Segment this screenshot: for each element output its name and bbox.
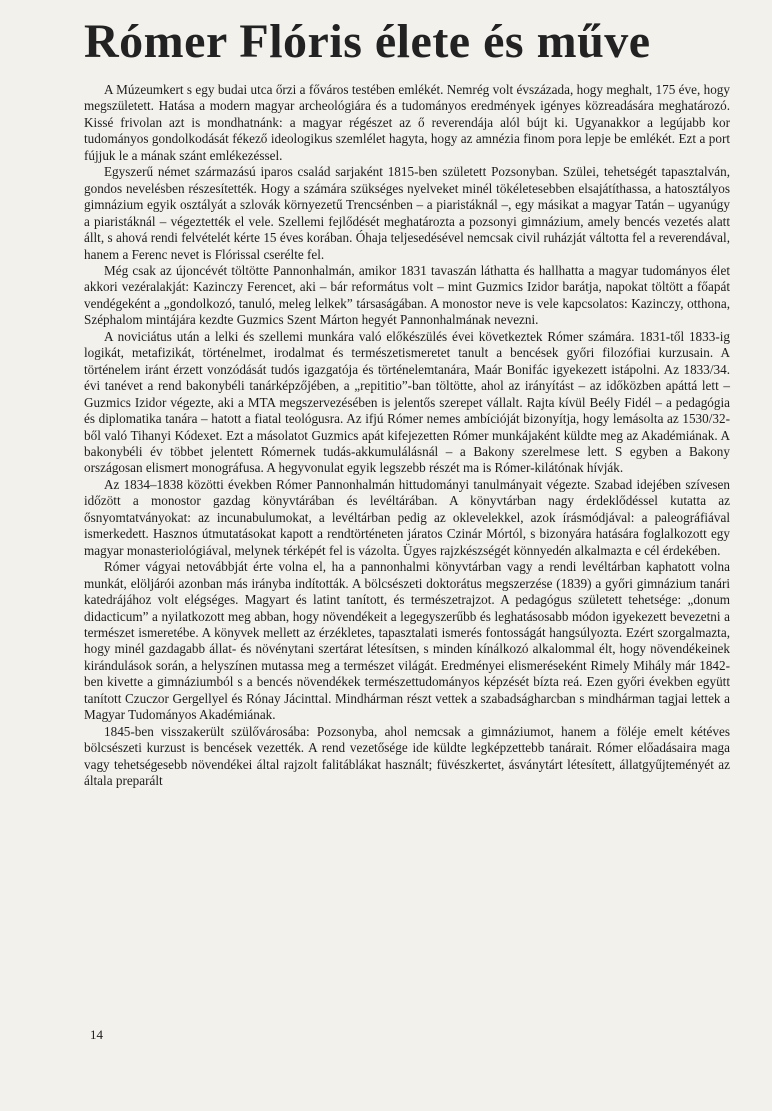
article-title: Rómer Flóris élete és műve	[84, 15, 651, 68]
paragraph: 1845-ben visszakerült szülővárosába: Pozsonyba, ahol nemcsak a gimnáziumot, hanem a föléje emelt kétéves bölcsészeti kurzust is bencések vezették. A rend vezetősége ide küldte legképzettebb tanárait. Rómer előadásaira maga vagy tehetségesebb növendékei által rajzolt falitáblákat használt; füvészkertet, ásványtárt létesített, állatgyűjteményét az általa preparált	[84, 723, 730, 789]
paragraph: Rómer vágyai netovábbját érte volna el, ha a pannonhalmi könyvtárban vagy a rendi levéltárban kaphatott volna munkát, elöljárói azonban más irányba indították. A bölcsészeti doktorátus megszerzése (1839) a győri gimnázium tanári katedrájához volt elégséges. Magyart és latint tanított, és természetrajzot. A pedagógus született tehetsége: „donum didacticum” a nyilatkozott meg abban, hogy növendékeit a legegyszerűbb és leghatásosabb módon igyekezett bevezetni a természet ismeretébe. A könyvek mellett az érzékletes, tapasztalati ismerés fontosságát hangsúlyozta. Ezért szorgalmazta, hogy minél gazdagabb állat- és növénytani szertárat létesítsen, s minden kínálkozó alkalommal élt, hogy növendékeinek kirándulások során, a helyszínen mutassa meg a természet világát. Eredményei elismeréseként Rimely Mihály már 1842-ben kivette a gimnáziumból s a bencés növendékek természettudományos képzését bízta reá. Ezen győri években együtt tanított Czuczor Gergellyel és Rónay Jácinttal. Mindhárman részt vettek a szabadságharcban s mindhárman tagjai lettek a Magyar Tudományos Akadémiának.	[84, 559, 730, 723]
paragraph: Még csak az újoncévét töltötte Pannonhalmán, amikor 1831 tavaszán láthatta és hallhatta a magyar tudományos élet akkori vezéralakját: Kazinczy Ferencet, aki – bár református volt – mint Guzmics Izidor barátja, napokat töltött a főapát vendégeként a „gondolkozó, tanuló, meleg lelkek” társaságában. A monostor neve is vele kapcsolatos: Kazinczy, otthona, Széphalom mintájára kezdte Guzmics Szent Márton hegyét Pannonhalmának nevezni.	[84, 262, 730, 328]
paragraph: Az 1834–1838 közötti években Rómer Pannonhalmán hittudományi tanulmányait végezte. Szabad idejében szívesen időzött a monostor gazdag könyvtárában és levéltárában. A könyvtárban nagy érdeklődéssel kutatta az ősnyomtatványokat: az incunabulumokat, a levéltárban pedig az oklevelekkel, azok írásmódjával: a paleográfiával ismerkedett. Hasznos útmutatásokat kapott a rendtörténeten járatos Czinár Mórtól, s bizonyára hatására foglalkozott egy magyar monasteriológiával, melynek térképét fel is vázolta. Ügyes rajzkészségét könnyedén alkalmazta e cél érdekében.	[84, 476, 730, 558]
article-body	[84, 82, 730, 789]
paragraph: A noviciátus után a lelki és szellemi munkára való előkészülés évei következtek Rómer számára. 1831-től 1833-ig logikát, metafizikát, történelmet, irodalmat és természetismeretet tanult a bencések győri filozófiai kurzusain. A történelem iránt érzett vonzódását tudós igazgatója és történelemtanára, Maár Bonifác igyekezett istápolni. Az 1833/34. évi tanévet a rend bakonybéli tanárképzőjében, a „repititio”-ban töltötte, ahol az irányítást – az időközben apáttá lett – Guzmics Izidor végezte, aki a MTA megszervezésében is jelentős szerepet vállalt. Rajta kívül Beély Fidél – a pedagógia és diplomatika tanára – hatott a fiatal teológusra. Az ifjú Rómer nemes ambícióját bizonyítja, hogy lemásolta az 1530/32-ből való Tihanyi Kódexet. Ezt a másolatot Guzmics apát kifejezetten Rómer munkájaként küldte meg az Akadémiának. A bakonybéli év többet jelentett Rómernek tudás-akkumulálásnál – a Bakony szerelmese lett. S egyben a Bakony országosan elismert monográfusa. A hegyvonulat egyik legszebb részét ma is Rómer-kilátónak hívják.	[84, 328, 730, 476]
paragraph: A Múzeumkert s egy budai utca őrzi a főváros testében emlékét. Nemrég volt évszázada, hogy meghalt, 175 éve, hogy megszületett. Hatása a modern magyar archeológiára és a tudományos eredmények igényes közreadására meghatározó. Kissé frivolan azt is mondhatnánk: a magyar régészet az ő reverendája alól bújt ki. Ugyanakkor a legújabb kor tudományos gondolkodását fékező ideologikus szemlélet hagyta, hogy az amnézia finom pora lepje be emlékét. Ezt a port fújjuk le a mának szánt emlékezéssel.	[84, 82, 730, 163]
page-number: 14	[90, 1027, 103, 1042]
paragraph: Egyszerű német származású iparos család sarjaként 1815-ben született Pozsonyban. Szülei, tehetségét tapasztalván, gondos nevelésben részesítették. Hogy a számára szükséges nyelveket minél tökéletesebben elsajátíthassa, a hatosztályos gimnázium egyik osztályát a szlovák környezetű Trencsénben – a piaristáknál –, egy másikat a magyar Tatán – ugyanúgy a piaristáknál – végeztették el vele. Szellemi fejlődését meghatározta a pozsonyi gimnázium, amely bencés vezetés alatt állt, s ahová rendi felvételét kérte 15 éves korában. Óhaja teljesedésével nemcsak civil ruházját váltotta fel a reverendával, hanem a Ferenc nevet is Flórissal cserélte fel.	[84, 164, 730, 262]
